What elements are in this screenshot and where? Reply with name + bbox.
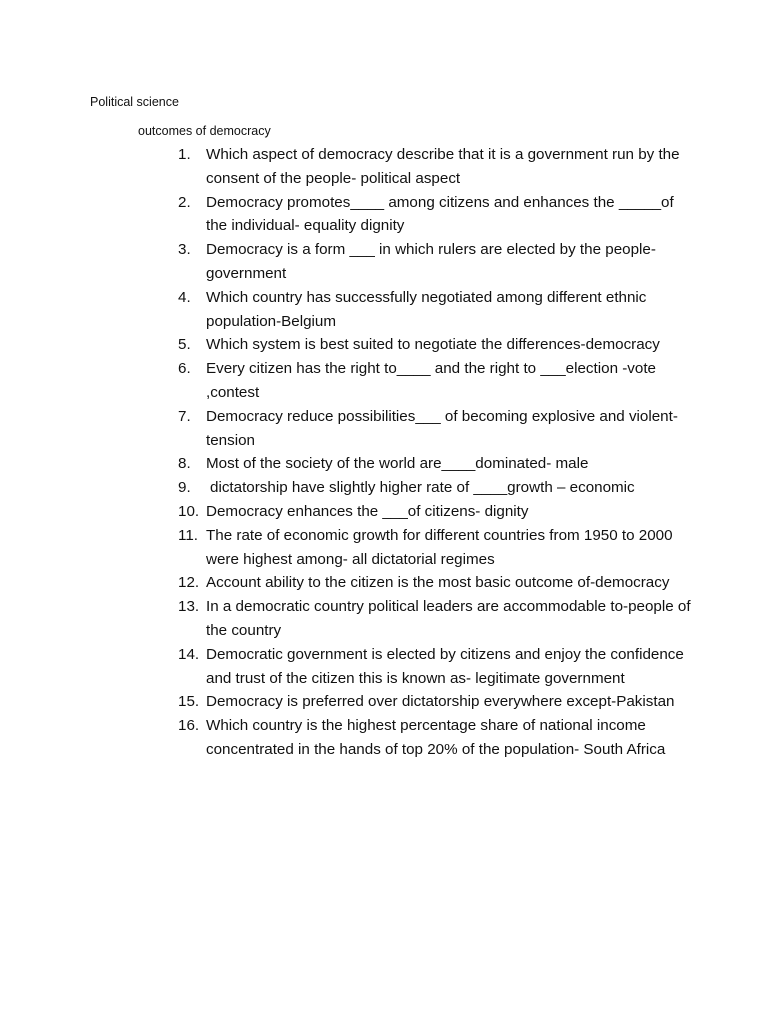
question-text: Democracy reduce possibilities___ of becoming explosive and violent- tension (206, 407, 678, 449)
question-item (178, 286, 698, 334)
question-item (178, 452, 698, 476)
question-item (178, 643, 698, 691)
question-number: 4. (178, 288, 191, 306)
question-number: 2. (178, 193, 191, 211)
question-text: Account ability to the citizen is the most basic outcome of-democracy (206, 574, 670, 592)
question-text: In a democratic country political leaders are accommodable to-people of the country (206, 598, 691, 639)
question-item (178, 524, 698, 572)
question-number: 9. (178, 479, 191, 497)
question-text: Which aspect of democracy describe that it is a government run by the consent of the people- political aspect (206, 146, 680, 187)
question-text: The rate of economic growth for different countries from 1950 to 2000 were highest among- all dictatorial regimes (206, 526, 673, 568)
question-text: Which country has successfully negotiated among different ethnic population-Belgium (206, 288, 647, 330)
question-number: 5. (178, 336, 191, 354)
question-item (178, 690, 698, 714)
question-number: 1. (178, 146, 191, 163)
question-number: 6. (178, 360, 191, 378)
document-subtitle: outcomes of democracy (138, 124, 271, 138)
question-number: 3. (178, 241, 191, 259)
question-text: Which country is the highest percentage share of national income concentrated in the hands of top 20% of the population- South Africa (206, 717, 666, 758)
question-text: Democracy promotes____ among citizens and enhances the _____of the individual- equality dignity (206, 193, 674, 235)
question-text: Democracy is preferred over dictatorship everywhere except-Pakistan (206, 693, 675, 711)
question-item (178, 571, 698, 595)
question-item (178, 500, 698, 524)
question-list (178, 143, 698, 762)
question-text: Most of the society of the world are____dominated- male (206, 455, 589, 473)
question-item (178, 595, 698, 643)
question-item (178, 357, 698, 405)
question-number: 13. (178, 598, 200, 616)
question-item (178, 143, 698, 191)
question-number: 16. (178, 717, 200, 735)
question-text: dictatorship have slightly higher rate of ____growth – economic (210, 479, 635, 497)
question-text: Democracy enhances the ___of citizens- dignity (206, 502, 529, 520)
question-item (178, 191, 698, 239)
question-item (178, 238, 698, 286)
question-item (178, 405, 698, 453)
question-item (178, 476, 698, 500)
question-number: 12. (178, 574, 200, 592)
question-text: Democracy is a form ___ in which rulers are elected by the people-government (206, 241, 656, 282)
question-text: Which system is best suited to negotiate the differences-democracy (206, 336, 660, 354)
question-number: 10. (178, 502, 200, 520)
question-item (178, 333, 698, 357)
question-text: Every citizen has the right to____ and the right to ___election -vote ,contest (206, 360, 656, 401)
question-number: 11. (178, 526, 198, 544)
question-number: 14. (178, 645, 200, 663)
question-number: 8. (178, 455, 191, 473)
document-title: Political science (90, 95, 179, 109)
question-number: 15. (178, 693, 200, 711)
question-text: Democratic government is elected by citizens and enjoy the confidence and trust of the citizen this is known as- legitimate government (206, 645, 684, 687)
question-item (178, 714, 698, 762)
question-number: 7. (178, 407, 191, 425)
